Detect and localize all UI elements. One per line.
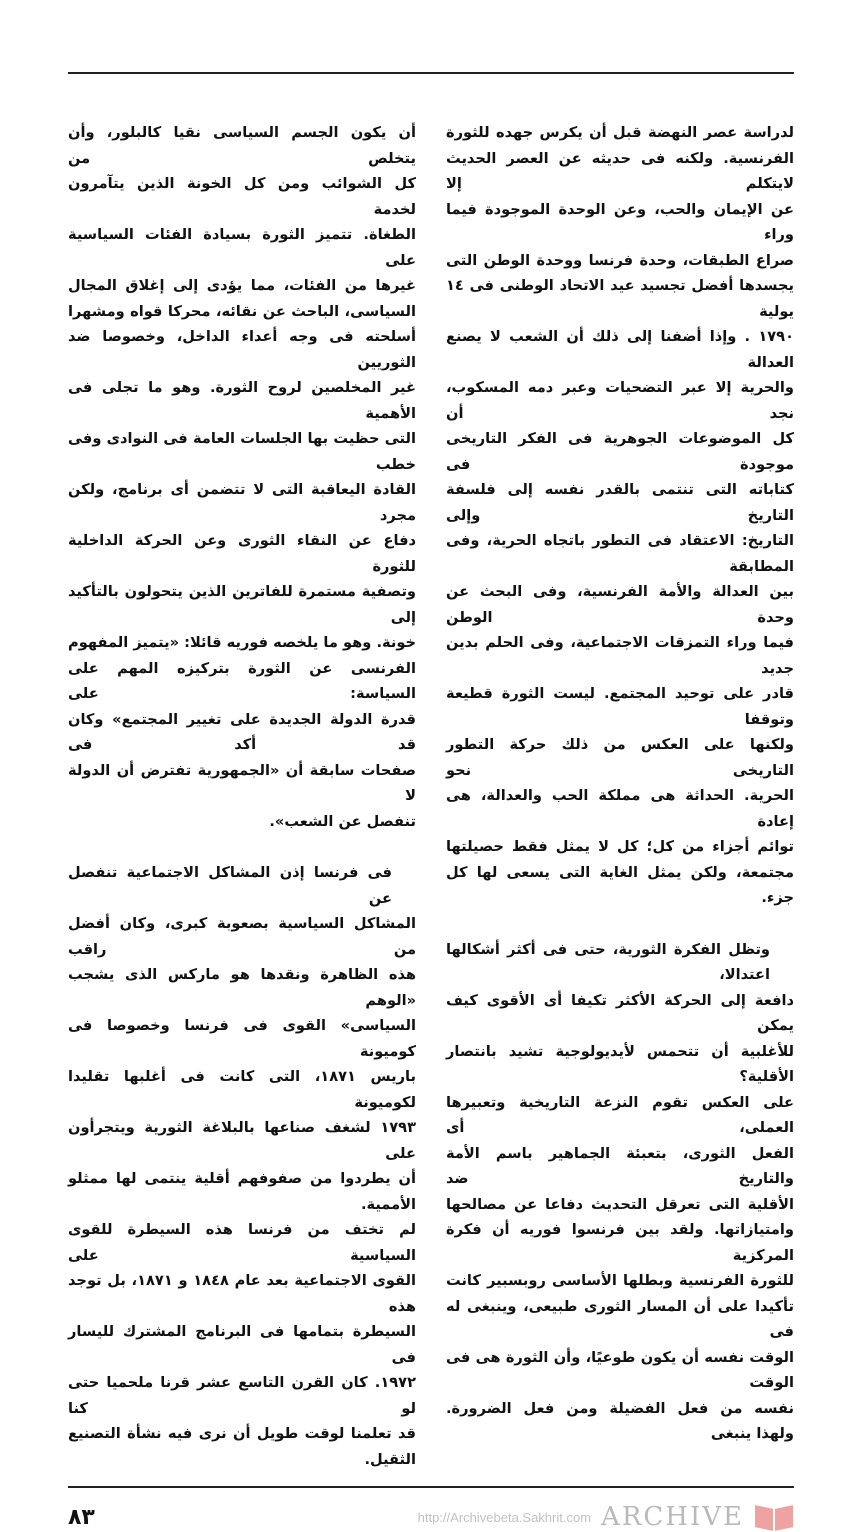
- paragraph-gap: [446, 911, 794, 937]
- right-column: [446, 120, 794, 1447]
- text-line: باريس ١٨٧١، التى كانت فى أغلبها تقليدا لكوميونة: [68, 1068, 416, 1111]
- text-line: الطغاة. تتميز الثورة بسيادة الفئات السياسية على: [68, 226, 416, 269]
- text-line: صفحات سابقة أن «الجمهورية تفترض أن الدولة لا: [68, 761, 416, 804]
- text-line: تأكيدا على أن المسار الثورى طبيعى، وينبغى له فى: [446, 1297, 794, 1340]
- text-line: السياسى» القوى فى فرنسا وخصوصا فى كوميونة: [68, 1017, 416, 1060]
- text-line: أسلحته فى وجه أعداء الداخل، وخصوصا ضد الثوريين: [68, 328, 416, 371]
- text-line: هذه الظاهرة ونقدها هو ماركس الذى يشجب «الوهم: [68, 966, 416, 1009]
- text-line: للأغلبية أن تتحمس لأيديولوجية تشيد بانتصار الأقلية؟: [446, 1042, 794, 1085]
- text-line: ولكنها على العكس من ذلك حركة التطور التاريخى نحو: [446, 736, 794, 779]
- watermark-name: ARCHIVE: [601, 1502, 744, 1532]
- text-line: كل الموضوعات الجوهرية فى الفكر التاريخى موجودة فى: [446, 430, 794, 473]
- text-line: دافعة إلى الحركة الأكثر تكيفا أى الأقوى كيف يمكن: [446, 991, 794, 1034]
- paragraph: [68, 120, 416, 834]
- watermark-url: http://Archivebeta.Sakhrit.com: [417, 1509, 592, 1525]
- text-line: الفرنسى عن الثورة بتركيزه المهم على السياسة: على: [68, 659, 416, 702]
- text-line: خونة. وهو ما يلخصه فوريه قائلا: «يتميز المفهوم: [68, 634, 416, 651]
- text-line: الفعل الثورى، بتعبئة الجماهير باسم الأمة والتاريخ ضد: [446, 1144, 794, 1187]
- text-line: فيما وراء التمزقات الاجتماعية، وفى الحلم بدين جديد: [446, 634, 794, 677]
- text-line: أن يطردوا من صفوفهم أقلية ينتمى لها ممثلو الأممية.: [68, 1170, 416, 1213]
- text-line: والحرية إلا عبر التضحيات وعبر دمه المسكوب، نجد أن: [446, 379, 794, 422]
- text-line: بين العدالة والأمة الفرنسية، وفى البحث عن وحدة الوطن: [446, 583, 794, 626]
- text-line: لم تختف من فرنسا هذه السيطرة للقوى السياسية على: [68, 1221, 416, 1264]
- text-line: صراع الطبقات، وحدة فرنسا ووحدة الوطن التى: [446, 251, 794, 269]
- text-line: الوقت نفسه أن يكون طوعيًا، وأن الثورة هى فى الوقت: [446, 1348, 794, 1391]
- text-line: توائم أجزاء من كل؛ كل لا يمثل فقط حصيلتها: [446, 838, 794, 855]
- text-line: كتاباته التى تنتمى بالقدر نفسه إلى فلسفة التاريخ وإلى: [446, 481, 794, 524]
- text-line: القادة اليعاقبة التى لا تتضمن أى برنامج، ولكن مجرد: [68, 481, 416, 524]
- text-line: تنفصل عن الشعب».: [269, 812, 416, 830]
- text-line: غير المخلصين لروح الثورة. وهو ما تجلى فى الأهمية: [68, 379, 416, 422]
- text-line: المشاكل السياسية بصعوبة كبرى، وكان أفضل من راقب: [68, 915, 416, 958]
- text-line: وامتيازاتها. ولقد بين فرنسوا فوريه أن فكرة المركزية: [446, 1221, 794, 1264]
- text-line: فى فرنسا إذن المشاكل الاجتماعية تنفصل عن: [68, 864, 392, 907]
- text-line: ١٩٧٢. كان القرن التاسع عشر قرنا ملحميا حتى لو كنا: [68, 1374, 416, 1417]
- text-line: للثورة الفرنسية وبطلها الأساسى روبسبير كانت: [446, 1272, 794, 1289]
- text-line: على العكس تقوم النزعة التاريخية وتعبيرها العملى، أى: [446, 1093, 794, 1136]
- text-line: أن يكون الجسم السياسى نقيا كالبلور، وأن يتخلص من: [68, 124, 416, 167]
- text-line: مجتمعة، ولكن يمثل الغاية التى يسعى لها كل جزء.: [446, 863, 794, 906]
- text-line: عن الإيمان والحب، وعن الوحدة الموجودة فيما وراء: [446, 200, 794, 243]
- paragraph-gap: [68, 834, 416, 860]
- text-line: الفرنسية. ولكنه فى حديثه عن العصر الحديث لايتكلم إلا: [446, 149, 794, 192]
- text-line: ١٧٩٠ . وإذا أضفنا إلى ذلك أن الشعب لا يصنع العدالة: [446, 328, 794, 371]
- left-column: [68, 120, 416, 1472]
- paragraph: [68, 860, 416, 1472]
- text-line: نفسه من فعل الفضيلة ومن فعل الضرورة. ولهذا ينبغى: [446, 1399, 794, 1442]
- text-line: دفاع عن النقاء الثورى وعن الحركة الداخلية للثورة: [68, 532, 416, 575]
- page-footer: [68, 1502, 794, 1532]
- text-line: السيطرة بتمامها فى البرنامج المشترك لليسار فى: [68, 1323, 416, 1366]
- text-line: الحرية. الحداثة هى مملكة الحب والعدالة، هى إعادة: [446, 787, 794, 830]
- text-line: قد تعلمنا لوقت طويل أن نرى فيه نشأة التصنيع الثقيل.: [68, 1425, 416, 1468]
- text-line: القوى الاجتماعية بعد عام ١٨٤٨ و ١٨٧١، بل توجد هذه: [68, 1272, 417, 1315]
- text-line: التاريخ: الاعتقاد فى التطور باتجاه الحرية، وفى المطابقة: [446, 532, 794, 575]
- paragraph: [446, 937, 794, 1447]
- text-line: كل الشوائب ومن كل الخونة الذين يتآمرون لخدمة: [68, 175, 416, 218]
- text-line: لدراسة عصر النهضة قبل أن يكرس جهده للثورة: [446, 124, 794, 141]
- text-line: وتظل الفكرة الثورية، حتى فى أكثر أشكالها اعتدالا،: [446, 940, 770, 983]
- paragraph: [446, 120, 794, 911]
- text-line: السياسى، الباحث عن نقائه، محركا قواه ومشهرا: [68, 302, 416, 320]
- text-line: غيرها من الفئات، مما يؤدى إلى إغلاق المجال: [68, 277, 416, 294]
- top-rule: [68, 72, 794, 74]
- text-line: يجسدها أفضل تجسيد عيد الاتحاد الوطنى فى ١٤ يولية: [446, 277, 794, 320]
- text-line: ١٧٩٣ لشغف صناعها بالبلاغة الثورية ويتجرأون على: [68, 1119, 416, 1162]
- text-line: الأقلية التى تعرقل التحديث دفاعا عن مصالحها: [446, 1195, 794, 1213]
- columns: [68, 120, 794, 1472]
- text-line: قدرة الدولة الجديدة على تغيير المجتمع» وكان قد أكد فى: [68, 710, 416, 753]
- book-logo-icon: [754, 1503, 794, 1531]
- text-line: التى حظيت بها الجلسات العامة فى النوادى وفى خطب: [68, 430, 416, 473]
- archive-watermark: [418, 1502, 794, 1532]
- bottom-rule: [68, 1486, 794, 1488]
- page-number: ٨٣: [68, 1504, 95, 1530]
- text-line: وتصفية مستمرة للفاترين الذين يتحولون بالتأكيد إلى: [68, 583, 416, 626]
- text-line: قادر على توحيد المجتمع. ليست الثورة قطيعة وتوقفا: [446, 685, 794, 728]
